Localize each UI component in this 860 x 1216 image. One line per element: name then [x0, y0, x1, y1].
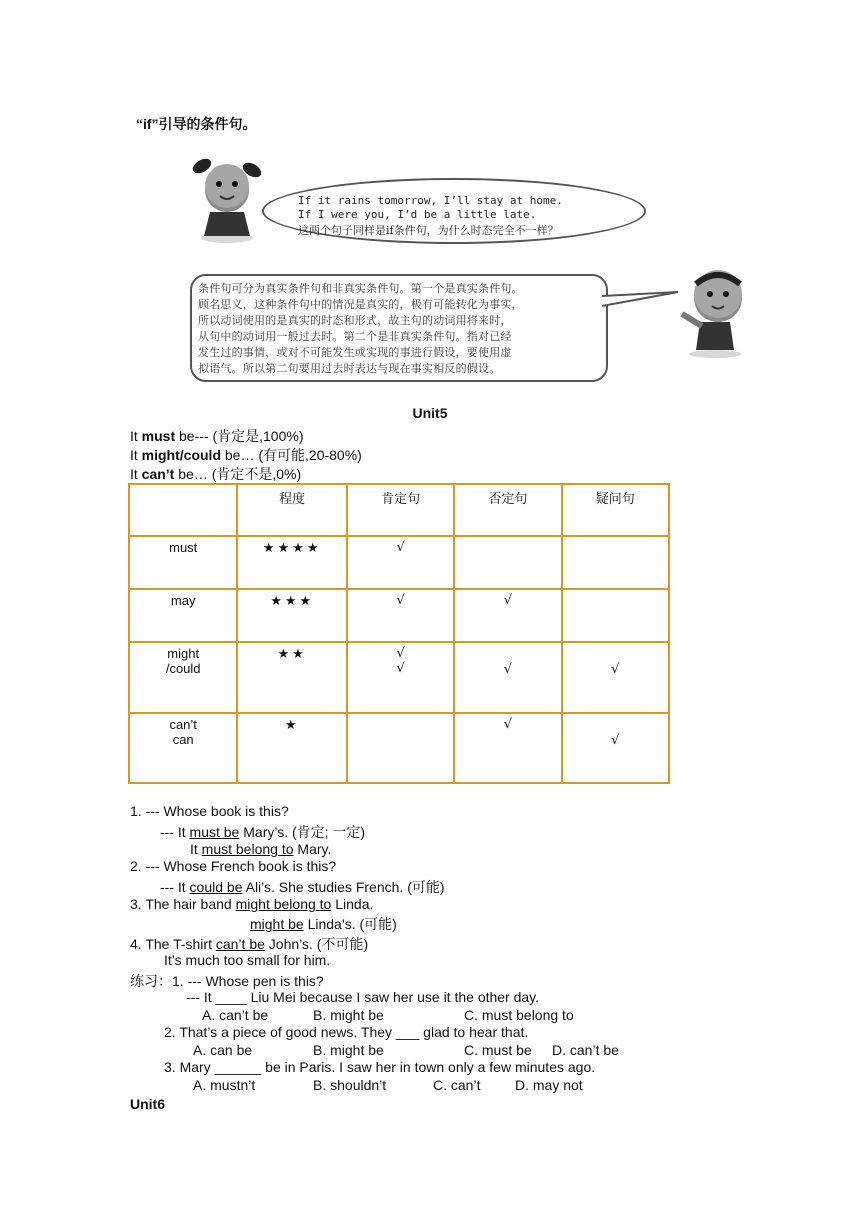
- practice-q1-option: B. might be: [313, 1007, 384, 1023]
- example-2a: [160, 877, 445, 897]
- example-3: [130, 896, 373, 912]
- example-1a: [160, 822, 365, 842]
- cell-line: can: [172, 732, 194, 747]
- girl-character-icon: [188, 152, 266, 244]
- rule-must-post: be--- (肯定是,100%): [175, 428, 304, 444]
- cell-line: might: [167, 646, 200, 661]
- table-row: [129, 536, 669, 589]
- rule-might: [130, 445, 362, 465]
- cell-line: /could: [165, 661, 201, 676]
- cell-line: √: [611, 733, 620, 748]
- table-cell: √: [454, 589, 561, 642]
- text-span: Ali’s. She studies French. (可能): [242, 879, 445, 895]
- table-cell: [129, 642, 237, 713]
- rule-must-pre: It: [130, 428, 142, 444]
- practice-q1-option: A. can’t be: [202, 1007, 269, 1023]
- table-cell: must: [129, 536, 237, 589]
- example-1b: [190, 841, 331, 857]
- practice-q2-option: B. might be: [313, 1042, 384, 1058]
- unit6-heading: Unit6: [130, 1096, 165, 1112]
- bubble-pointer-icon: [600, 290, 680, 310]
- underlined-span: might be: [250, 916, 304, 932]
- table-row: [129, 713, 669, 783]
- bubble-boy-line-1: 条件句可分为真实条件句和非真实条件句。第一个是真实条件句。: [198, 282, 523, 295]
- table-cell: √: [454, 713, 561, 783]
- rule-cant: [130, 464, 301, 484]
- section-title-if: “if”引导的条件句。: [136, 116, 257, 132]
- table-cell: [347, 713, 454, 783]
- text-span: Mary.: [293, 841, 332, 857]
- boy-character-icon: [676, 266, 754, 358]
- table-cell: [562, 589, 669, 642]
- table-cell: √: [347, 536, 454, 589]
- table-header-cell: 肯定句: [347, 484, 454, 536]
- example-2: 2. --- Whose French book is this?: [130, 858, 337, 874]
- cell-line: √: [611, 662, 620, 677]
- table-cell: [562, 536, 669, 589]
- table-cell: [347, 642, 454, 713]
- practice-q2-option: C. must be: [464, 1042, 532, 1058]
- practice-q3-option: A. mustn’t: [193, 1077, 256, 1093]
- table-cell: √: [347, 589, 454, 642]
- practice-q3-option: C. can’t: [433, 1077, 481, 1093]
- modal-verbs-table: [128, 483, 670, 784]
- table-cell: [129, 713, 237, 783]
- bubble-boy-line-2: 顾名思义，这种条件句中的情况是真实的，极有可能转化为事实，: [198, 298, 523, 311]
- practice-q2-option: D. can’t be: [552, 1042, 619, 1058]
- example-3b: [250, 914, 397, 934]
- cell-line: √: [396, 661, 405, 676]
- speech-bubble-girl: [262, 178, 646, 244]
- table-cell: [562, 642, 669, 713]
- text-span: It: [190, 841, 202, 857]
- table-header-cell: 疑问句: [562, 484, 669, 536]
- rule-might-post: be… (有可能,20-80%): [221, 447, 362, 463]
- table-header-cell: 否定句: [454, 484, 561, 536]
- underlined-span: might belong to: [235, 896, 332, 912]
- table-row: [129, 589, 669, 642]
- rule-must-bold: must: [141, 428, 176, 444]
- unit5-heading: Unit5: [412, 405, 448, 421]
- rule-cant-pre: It: [130, 466, 142, 482]
- rule-cant-post: be… (肯定不是,0%): [174, 466, 302, 482]
- bubble-girl-line-2: If I were you, I’d be a little late.: [298, 208, 537, 221]
- rule-might-pre: It: [130, 447, 142, 463]
- text-span: --- It: [160, 879, 190, 895]
- underlined-span: can’t be: [215, 936, 265, 952]
- table-row: [129, 642, 669, 713]
- practice-q2-option: A. can be: [193, 1042, 253, 1058]
- example-1: 1. --- Whose book is this?: [130, 803, 289, 819]
- practice-q2: 2. That’s a piece of good news. They ___ glad to hear that.: [164, 1024, 529, 1040]
- example-4b: It’s much too small for him.: [164, 952, 331, 968]
- table-cell: [454, 536, 561, 589]
- practice-q3-option: D. may not: [515, 1077, 583, 1093]
- table-header-cell: 程度: [237, 484, 347, 536]
- underlined-span: must be: [189, 824, 240, 840]
- cell-line: √: [396, 646, 405, 661]
- cell-line: √: [503, 662, 513, 677]
- text-span: --- It: [160, 824, 190, 840]
- text-span: Linda’s. (可能): [303, 916, 397, 932]
- table-cell: may: [129, 589, 237, 642]
- bubble-boy-line-6: 拟语气。所以第二句要用过去时表达与现在事实相反的假设。: [198, 362, 501, 375]
- speech-bubble-boy: [190, 274, 608, 382]
- bubble-boy-line-4: 从句中的动词用一般过去时。第二个是非真实条件句。指对已经: [198, 330, 512, 343]
- text-span: 3. The hair band: [130, 896, 236, 912]
- text-span: John’s. (不可能): [264, 936, 369, 952]
- table-header-cell: [129, 484, 237, 536]
- rule-cant-bold: can’t: [141, 466, 175, 482]
- table-cell: [562, 713, 669, 783]
- text-span: 4. The T-shirt: [130, 936, 216, 952]
- practice-label: 练习：1. --- Whose pen is this?: [130, 973, 324, 989]
- text-span: Linda.: [331, 896, 374, 912]
- rule-must: [130, 426, 303, 446]
- bubble-girl-line-3: 这两个句子同样是if条件句，为什么时态完全不一样？: [298, 224, 559, 237]
- practice-q3: 3. Mary ______ be in Paris. I saw her in town only a few minutes ago.: [164, 1059, 596, 1075]
- practice-q1: --- It ____ Liu Mei because I saw her use it the other day.: [186, 989, 540, 1005]
- bubble-boy-line-3: 所以动词使用的是真实的时态和形式，故主句的动词用将来时，: [198, 314, 512, 327]
- rule-might-bold: might/could: [141, 447, 221, 463]
- practice-q3-option: B. shouldn’t: [313, 1077, 387, 1093]
- practice-q1-option: C. must belong to: [464, 1007, 574, 1023]
- bubble-boy-line-5: 发生过的事情，或对不可能发生或实现的事进行假设，要使用虚: [198, 346, 512, 359]
- bubble-girl-line-1: If it rains tomorrow, I’ll stay at home.: [298, 194, 563, 207]
- underlined-span: could be: [189, 879, 243, 895]
- table-cell: ★★: [237, 642, 347, 713]
- text-span: Mary’s. (肯定; 一定): [239, 824, 366, 840]
- underlined-span: must belong to: [201, 841, 294, 857]
- table-cell: [454, 642, 561, 713]
- table-cell: ★: [237, 713, 347, 783]
- example-4: [130, 934, 368, 954]
- table-header-row: [129, 484, 669, 536]
- table-cell: ★★★★: [237, 536, 347, 589]
- cell-line: can’t: [169, 717, 197, 732]
- table-cell: ★★★: [237, 589, 347, 642]
